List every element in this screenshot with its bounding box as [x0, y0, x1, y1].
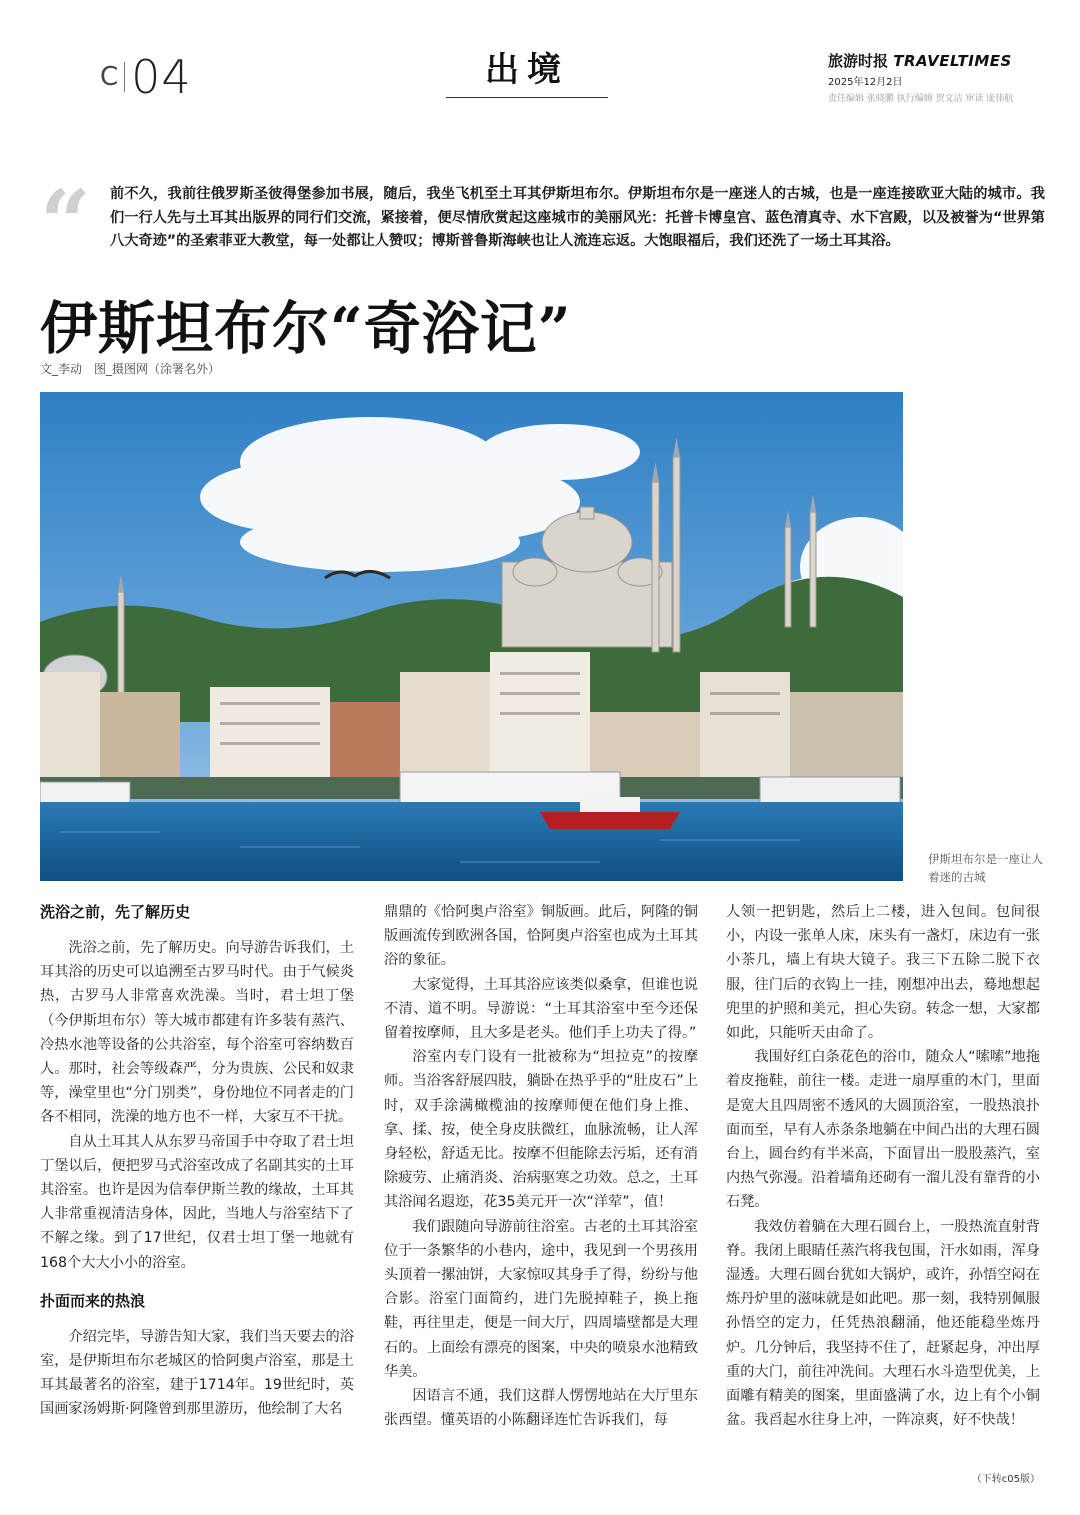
- section-title-rule: [446, 97, 608, 98]
- lead-paragraph: 前不久，我前往俄罗斯圣彼得堡参加书展，随后，我坐飞机至土耳其伊斯坦布尔。伊斯坦布尔是一座迷人的古城，也是一座连接欧亚大陆的城市。我们一行人先与土耳其出版界的同行们交流，紧接着，便尽情欣赏起这座城市的美丽风光：托普卡博皇宫、蓝色清真寺、水下宫殿，以及被誉为“世界第八大奇迹”的圣索菲亚大教堂，每一处都让人赞叹；博斯普鲁斯海峡也让人流连忘返。大饱眼福后，我们还洗了一场土耳其浴。: [110, 186, 1045, 250]
- issue-date: 2025年12月2日: [828, 77, 903, 88]
- subheading-history: 洗浴之前，先了解历史: [40, 903, 191, 921]
- paragraph: 自从土耳其人从东罗马帝国手中夺取了君士坦丁堡以后，便把罗马式浴室改成了名副其实的土耳其浴室。也许是因为信奉伊斯兰教的缘故，土耳其人非常重视清洁身体，因此，当地人与浴室结下了不解之缘。到了17世纪，仅君士坦丁堡一地就有168个大大小小的浴室。: [40, 1133, 354, 1271]
- brand: [828, 50, 1048, 71]
- brand-en: TRAVELTIMES: [893, 52, 1012, 70]
- page-number: [100, 50, 192, 104]
- section-title: 出境: [485, 50, 569, 90]
- headline: 伊斯坦布尔“奇浴记”: [40, 295, 572, 362]
- masthead: [828, 50, 1048, 104]
- paragraph: 洗浴之前，先了解历史。向导游告诉我们，土耳其浴的历史可以追溯至古罗马时代。由于气候炎热，古罗马人非常喜欢洗澡。当时，君士坦丁堡（今伊斯坦布尔）等大城市都建有许多装有蒸汽、冷热水池等设备的公共浴室，每个浴室可容纳数百人。那时，社会等级森严，分为贵族、公民和奴隶等，澡堂里也“分门别类”，身份地位不同者走的门各不相同，洗澡的地方也不一样，大家互不干扰。: [40, 940, 354, 1126]
- brand-cn: 旅游时报: [828, 52, 889, 70]
- byline: 文_李动 图_摄图网（涂署名外）: [40, 362, 221, 376]
- paragraph: 大家觉得，土耳其浴应该类似桑拿，但谁也说不清、道不明。导游说：“土耳其浴室中至今还保留着按摩师，且大多是老头。他们手上功夫了得。”: [384, 976, 698, 1042]
- paragraph: 因语言不通，我们这群人愣愣地站在大厅里东张西望。懂英语的小陈翻译连忙告诉我们，每: [384, 1388, 698, 1429]
- subheading-heatwave: 扑面而来的热浪: [40, 1291, 146, 1310]
- paragraph: 我们跟随向导游前往浴室。古老的土耳其浴室位于一条繁华的小巷内，途中，我见到一个男孩用头顶着一摞油饼，大家惊叹其身手了得，纷纷与他合影。浴室门面简约，进门先脱掉鞋子，换上拖鞋，再往里走，便是一间大厅，四周墙壁都是大理石的。上面绘有漂亮的图案，中央的喷泉水池精致华美。: [384, 1218, 698, 1380]
- paragraph: 介绍完毕，导游告知大家，我们当天要去的浴室，是伊斯坦布尔老城区的恰阿奥卢浴室，那是土耳其最著名的浴室，建于1714年。19世纪时，英国画家汤姆斯·阿隆曾到那里游历，他绘制了大名: [40, 1328, 354, 1418]
- column-2: [384, 900, 698, 1432]
- column-1: [40, 900, 354, 1422]
- divider: [124, 62, 125, 92]
- continued-note: （下转c05版）: [971, 1474, 1040, 1485]
- editors-credit: 责任编辑 张晓鹏 执行编辑 贺文洁 审读 庞伟航: [828, 94, 1014, 104]
- column-3: [726, 900, 1040, 1432]
- section-code: C: [100, 62, 123, 92]
- photo-caption: 伊斯坦布尔是一座让人着迷的古城: [928, 852, 1043, 884]
- istanbul-skyline-photo: [40, 392, 903, 881]
- paragraph: 人领一把钥匙，然后上二楼，进入包间。包间很小，内设一张单人床，床头有一盏灯，床边有一张小茶几，墙上有块大镜子。我三下五除二脱下衣服，往门后的衣钩上一挂，刚想冲出去，蓦地想起兜里的护照和美元，担心失窃。转念一想，大家都如此，只能听天由命了。: [726, 904, 1040, 1042]
- page-number-value: 04: [131, 50, 192, 104]
- paragraph: 鼎鼎的《恰阿奥卢浴室》铜版画。此后，阿隆的铜版画流传到欧洲各国，恰阿奥卢浴室也成为土耳其浴的象征。: [384, 904, 698, 969]
- quote-mark-icon: “: [40, 170, 91, 274]
- paragraph: 我围好红白条花色的浴巾，随众人“嗦嗦”地拖着皮拖鞋，前往一楼。走进一扇厚重的木门，里面是宽大且四周密不透风的大圆顶浴室，一股热浪扑面而至，早有人赤条条地躺在中间凸出的大理石圆台上，圆台约有半米高，下面冒出一股股蒸汽，室内热气弥漫。沿着墙角还砌有一溜儿没有靠背的小石凳。: [726, 1049, 1040, 1211]
- paragraph: 浴室内专门设有一批被称为“坦拉克”的按摩师。当浴客舒展四肢，躺卧在热乎乎的“肚皮石”上时，双手涂满橄榄油的按摩师便在他们身上推、拿、揉、按，使全身皮肤微红，血脉流畅，让人浑身轻松，舒适无比。按摩不但能除去污垢，还有消除疲劳、止痛消炎、治病驱寒之功效。总之，土耳其浴闻名遐迩，花35美元开一次“洋荤”，值！: [384, 1049, 698, 1211]
- paragraph: 我效仿着躺在大理石圆台上，一股热流直射背脊。我闭上眼睛任蒸汽将我包围，汗水如雨，浑身湿透。大理石圆台犹如大锅炉，或许，孙悟空闷在炼丹炉里的滋味就是如此吧。那一刻，我特别佩服孙悟空的定力，任凭热浪翻涌，他还能稳坐炼丹炉。几分钟后，我坚持不住了，赶紧起身，冲出厚重的大门，前往冲洗间。大理石水斗造型优美，上面雕有精美的图案，里面盛满了水，边上有个小铜盆。我舀起水往身上冲，一阵凉爽，好不快哉！: [726, 1218, 1040, 1429]
